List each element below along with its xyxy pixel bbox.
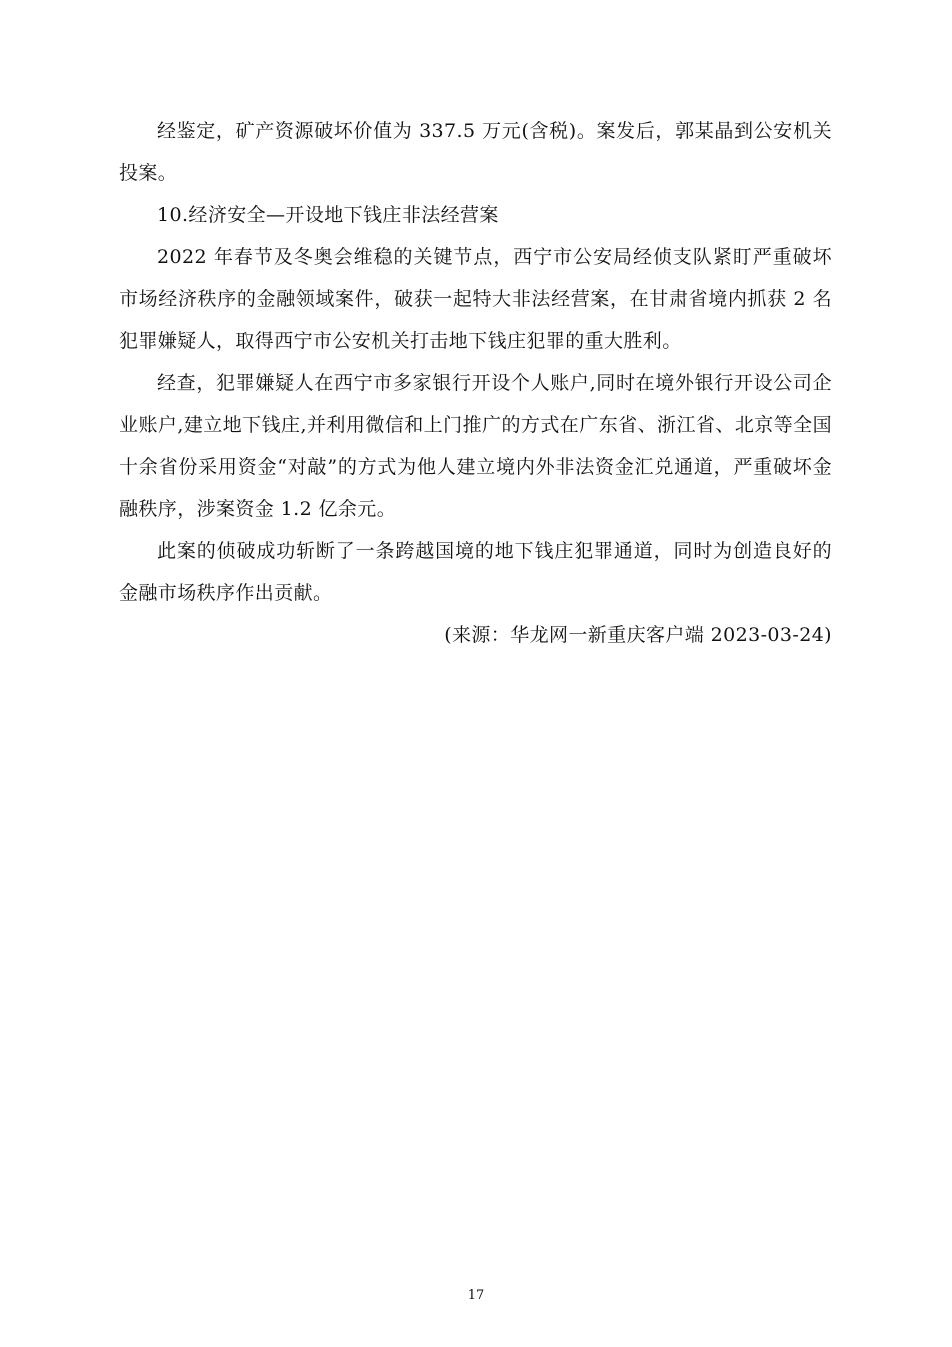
paragraph-case-summary: 2022 年春节及冬奥会维稳的关键节点，西宁市公安局经侦支队紧盯严重破坏市场经济秩序的金融领域案件，破获一起特大非法经营案，在甘肃省境内抓获 2 名犯罪嫌疑人，取得西宁市公安机关打击地下钱庄犯罪的重大胜利。 [119, 246, 832, 352]
paragraph-investigation: 经查，犯罪嫌疑人在西宁市多家银行开设个人账户,同时在境外银行开设公司企业账户,建立地下钱庄,并利用微信和上门推广的方式在广东省、浙江省、北京等全国十余省份采用资金“对敲”的方式为他人建立境内外非法资金汇兑通道，严重破坏金融秩序，涉案资金 1.2 亿余元。 [119, 372, 832, 520]
section-heading: 10.经济安全—开设地下钱庄非法经营案 [157, 204, 499, 226]
source-citation: (来源：华龙网一新重庆客户端 2023-03-24) [444, 624, 832, 646]
page-number: 17 [467, 1288, 485, 1303]
document-body [119, 110, 832, 656]
paragraph-appraisal: 经鉴定，矿产资源破坏价值为 337.5 万元(含税)。案发后，郭某晶到公安机关投案。 [119, 120, 832, 184]
paragraph-conclusion: 此案的侦破成功斩断了一条跨越国境的地下钱庄犯罪通道，同时为创造良好的金融市场秩序作出贡献。 [119, 540, 832, 604]
